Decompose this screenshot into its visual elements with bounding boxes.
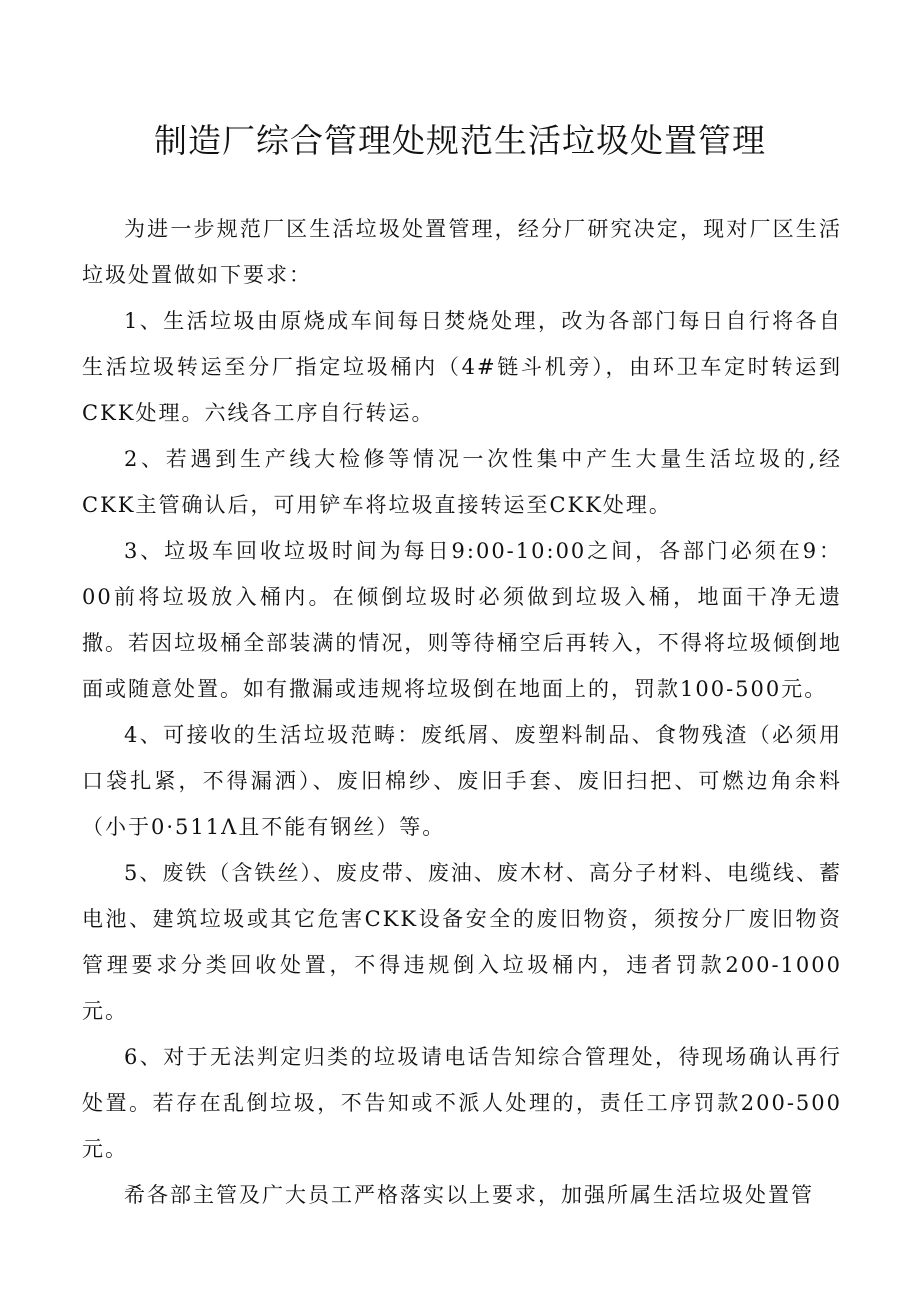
document-title: 制造厂综合管理处规范生活垃圾处置管理 <box>154 121 766 160</box>
rule-paragraph-6: 6、对于无法判定归类的垃圾请电话告知综合管理处，待现场确认再行处置。若存在乱倒垃圾，不告知或不派人处理的，责任工序罚款200-500元。 <box>82 1045 842 1161</box>
rule-paragraph-1: 1、生活垃圾由原烧成车间每日焚烧处理，改为各部门每日自行将各自生活垃圾转运至分厂指定垃圾桶内（4#链斗机旁），由环卫车定时转运到CKK处理。六线各工序自行转运。 <box>82 309 842 425</box>
rule-paragraph-3: 3、垃圾车回收垃圾时间为每日9:00-10:00之间，各部门必须在9：00前将垃圾放入桶内。在倾倒垃圾时必须做到垃圾入桶，地面干净无遗撒。若因垃圾桶全部装满的情况，则等待桶空后再转入，不得将垃圾倾倒地面或随意处置。如有撒漏或违规将垃圾倒在地面上的，罚款100-500元。 <box>82 539 842 701</box>
intro-paragraph: 为进一步规范厂区生活垃圾处置管理，经分厂研究决定，现对厂区生活垃圾处置做如下要求： <box>82 217 842 287</box>
document-body <box>82 206 842 1218</box>
rule-paragraph-5: 5、废铁（含铁丝）、废皮带、废油、废木材、高分子材料、电缆线、蓄电池、建筑垃圾或其它危害CKK设备安全的废旧物资，须按分厂废旧物资管理要求分类回收处置，不得违规倒入垃圾桶内，违者罚款200-1000元。 <box>82 861 842 1023</box>
closing-paragraph: 希各部主管及广大员工严格落实以上要求，加强所属生活垃圾处置管 <box>124 1183 814 1207</box>
rule-paragraph-4: 4、可接收的生活垃圾范畴：废纸屑、废塑料制品、食物残渣（必须用口袋扎紧，不得漏洒）、废旧棉纱、废旧手套、废旧扫把、可燃边角余料（小于0·511Λ且不能有钢丝）等。 <box>82 723 842 839</box>
rule-paragraph-2: 2、若遇到生产线大检修等情况一次性集中产生大量生活垃圾的,经CKK主管确认后，可用铲车将垃圾直接转运至CKK处理。 <box>82 447 842 517</box>
